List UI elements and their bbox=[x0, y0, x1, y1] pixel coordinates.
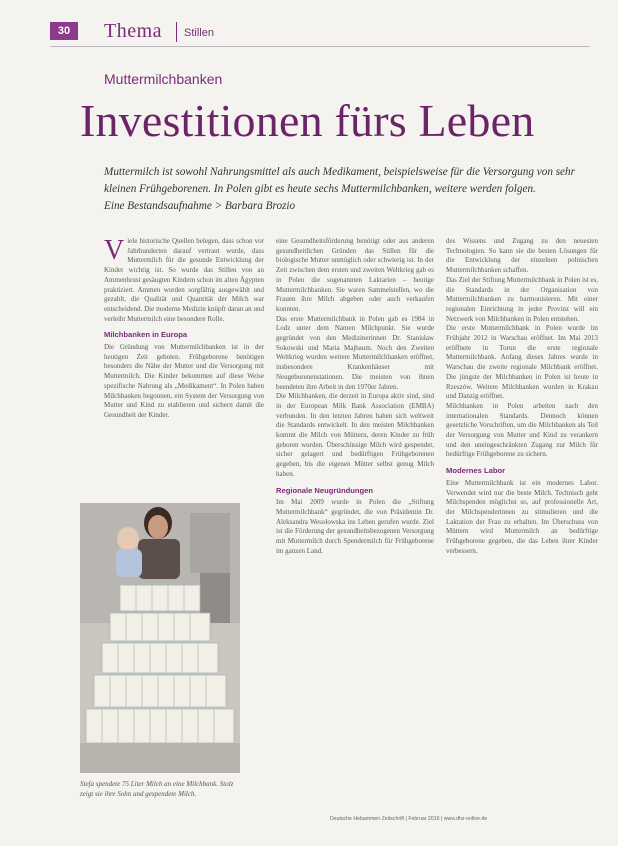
article-headline: Investitionen fürs Leben bbox=[80, 95, 535, 146]
page-footer: Deutsche Hebammen Zeitschrift | Februar 2016 | www.dhz-online.de bbox=[330, 816, 488, 822]
subsection-title: Stillen bbox=[184, 27, 214, 39]
body-paragraph: Die Milchbanken, die derzeit in Europa aktiv sind, sind in der European Milk Bank Association (EMBA) verbunden. In den letzten Jahren haben sich weltweit die Standards entwickelt. In den meisten Milchbanken kommt die Milch von Müttern, deren Kinder zu früh geboren wurden. Überschüssige Milch wird gespendet, sicher gelagert und bedürftigen Frühgeborenen gegeben, bis die eigenen Mütter selbst genug Milch haben. bbox=[276, 392, 434, 478]
body-paragraph: Im Mai 2009 wurde in Polen die „Stiftung Muttermilchbank“ gegründet, die von Präsidentin Dr. Aleksandra Wesołowska ins Leben gerufen wurde. Ziel ist die Förderung der gesundheitsbezogenen Versorgung mit Muttermilch durch Spendermilch für Frühgeborene im ganzen Land. bbox=[276, 498, 434, 555]
text-column-2 bbox=[276, 237, 434, 557]
section-divider bbox=[176, 22, 177, 42]
mother-baby-milk-bottles-photo bbox=[80, 503, 240, 773]
header-rule bbox=[50, 46, 590, 47]
body-paragraph: Eine Muttermilchbank ist ein modernes Labor. Verwendet wird nur die beste Milch. Technisch geht Milchspenden möglichst so, auf professionelle Art, der Milchspenderinnen zu stimulieren und die Laktation der Frau zu erhalten. Im Überschuss von Müttern wird Muttermilch an bedürftige Frühgeborene gegeben, die das Leben ihrer Kinder verbessern. bbox=[446, 478, 598, 555]
article-photo bbox=[80, 503, 240, 773]
body-paragraph: Das erste Muttermilchbank in Polen gab es 1984 in Lodz unter dem Namen Milchpunkt. Sie wurde gegründet von den Medizinerinnen Dr. Stanisław Sokowski und Maria Majbaum. Noch den Zweiten Weltkrieg wurden weitere Muttermilchbanken eröffnet, insbesondere Krankenhäuser mit Neugeborenenstationen. Die meisten von ihnen beendeten ihre Arbeit in den 1970er Jahren. bbox=[276, 314, 434, 391]
text-column-3 bbox=[446, 237, 598, 557]
intro-paragraph: Viele historische Quellen belegen, dass schon vor Jahrhunderten darauf vertraut wurde, dass Muttermilch für die gesunde Entwicklung der Kinder wichtig ist. So wurde das Stillen von an Ammenbrust gesäugten Kindern schon im alten Ägypten praktiziert. Ammen wurden sorgfältig ausgewählt und gezahlt, die Qualität und Quantität der Milch war entscheidend. Die moderne Medizin knüpft daran an und verleiht Muttermilch eine besondere Rolle. bbox=[104, 235, 264, 323]
body-paragraph: Milchbanken in Polen arbeiten nach den internationalen Standards. Dennoch können gesetzliche Vorschriften, um die Milchbanken als Teil der Versorgung von Mutter und Kind zu verankern und den uneingeschränkten Zugang zur Milch für bedürftige Frühgeborene zu sichern. bbox=[446, 401, 598, 459]
drop-cap: V bbox=[104, 235, 125, 266]
body-paragraph: Das Ziel der Stiftung Muttermilchbank in Polen ist es, die Standards in der Organisation von Muttermilchbanken zu harmonisieren. Mit einer regionalen Einrichtung in jeder Provinz will ein Netzwerk von Milchbanken in Polen entstehen. bbox=[446, 275, 598, 323]
subheading: Modernes Labor bbox=[446, 466, 506, 476]
body-paragraph: eine Gesundheitsförderung benötigt oder aus anderen gesundheitlichen Gründen das Stillen für die biologische Mutter unmöglich oder schwierig ist. In der Zeit zwischen dem ersten und zweiten Weltkrieg gab es in Polen die sogenannten Laktarien – heutige Muttermilchbanken. Sie waren Sammelstellen, wo die Frauen ihre Milch abgeben oder auch verkaufen konnten. bbox=[276, 237, 434, 313]
page-number: 30 bbox=[50, 22, 78, 40]
lead-byline: Eine Bestandsaufnahme > Barbara Brozio bbox=[104, 200, 296, 212]
article-kicker: Muttermilchbanken bbox=[104, 71, 223, 87]
photo-caption: Stefa spendete 75 Liter Milch an eine Milchbank. Stolz zeigt sie ihre Sohn und gespendete Milch. bbox=[80, 780, 234, 798]
lead-line: Muttermilch ist sowohl Nahrungsmittel als auch Medikament, beispielsweise für die Versorgung von sehr bbox=[104, 166, 575, 178]
subheading: Regionale Neugründungen bbox=[276, 485, 374, 495]
section-title: Thema bbox=[104, 20, 163, 42]
subheading: Milchbanken in Europa bbox=[104, 330, 188, 340]
lead-line: kleinen Frühgeborenen. In Polen gibt es heute sechs Muttermilchbanken, weitere werden folgen. bbox=[104, 183, 536, 195]
body-paragraph: Die Gründung von Muttermilchbanken ist in der heutigen Zeit geboten. Frühgeborene benötigen besonders die Nähe der Mutter und die Versorgung mit Muttermilch. Die Kinder bekommen auf diese Weise spezifische Nahrung als „Medikament“. In Polen haben Milchbanken begonnen, ein System der Versorgung von Mutter und Kind zu etablieren und sichern damit die Gesundheit der Kinder. bbox=[104, 343, 264, 419]
text-column-1 bbox=[104, 237, 264, 421]
article-lead bbox=[104, 164, 588, 215]
body-paragraph: Die erste Muttermilchbank in Polen wurde im Frühjahr 2012 in Warschau eröffnet. Im Mai 2013 eröffnete in Torun die erste regionale Muttermilchbank. Anfang dieses Jahres wurde in Warschau die zweite regionale Milchbank eröffnet. Die jüngste der Milchbanken in Polen ist heute in Rzeszów. Weitere Milchbanken wurden in Krakau und Danzig eröffnet. bbox=[446, 324, 598, 401]
body-paragraph: des Wissens und Zugang zu den neuesten Technologien. So kann sie die besten Lösungen für die Entwicklung der einzelnen polnischen Muttermilchbanken schaffen. bbox=[446, 237, 598, 275]
